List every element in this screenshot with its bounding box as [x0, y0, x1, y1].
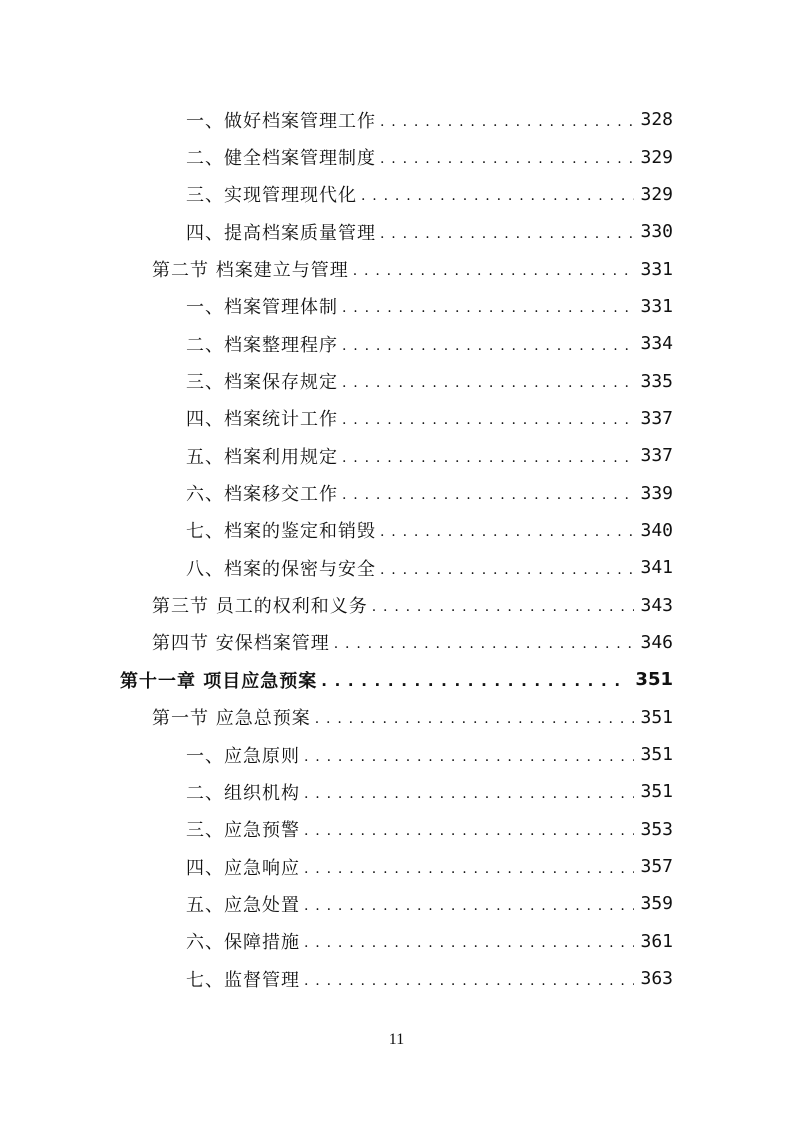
toc-dot-leader	[380, 145, 634, 169]
toc-entry-page: 331	[640, 258, 673, 280]
toc-entry-title: 四、应急响应	[186, 857, 300, 879]
toc-entry-title: 第三节 员工的权利和义务	[152, 596, 368, 618]
toc-entry-title: 六、档案移交工作	[186, 484, 338, 506]
toc-dot-leader	[380, 220, 634, 244]
toc-entry[interactable]	[0, 549, 793, 586]
toc-dot-leader	[380, 556, 634, 580]
toc-entry-page: 328	[640, 109, 673, 131]
toc-entry-title: 三、实现管理现代化	[186, 185, 357, 207]
toc-entry[interactable]	[0, 325, 793, 362]
toc-dot-leader	[342, 406, 634, 430]
toc-entry-title: 五、档案利用规定	[186, 446, 338, 468]
toc-entry-title: 七、监督管理	[186, 969, 300, 991]
toc-entry-title: 七、档案的鉴定和销毁	[186, 521, 376, 543]
toc-dot-leader	[304, 743, 634, 767]
toc-entry[interactable]	[0, 176, 793, 213]
toc-entry-page: 329	[640, 183, 673, 205]
toc-entry[interactable]	[0, 624, 793, 661]
toc-dot-leader	[304, 929, 634, 953]
toc-entry-page: 343	[640, 594, 673, 616]
toc-entry-page: 339	[640, 482, 673, 504]
toc-dot-leader	[342, 444, 634, 468]
toc-entry-title: 二、档案整理程序	[186, 334, 338, 356]
toc-entry-title: 五、应急处置	[186, 894, 300, 916]
toc-dot-leader	[342, 332, 634, 356]
toc-entry-title: 八、档案的保密与安全	[186, 558, 376, 580]
toc-entry[interactable]	[0, 362, 793, 399]
toc-entry-title: 第一节 应急总预案	[152, 708, 311, 730]
toc-entry-page: 335	[640, 370, 673, 392]
toc-dot-leader	[380, 518, 634, 542]
toc-entry[interactable]	[0, 960, 793, 997]
toc-entry-title: 三、应急预警	[186, 820, 300, 842]
toc-entry-title: 第四节 安保档案管理	[152, 633, 330, 655]
toc-dot-leader	[304, 892, 634, 916]
toc-entry-title: 第十一章 项目应急预案	[120, 670, 318, 692]
toc-entry-title: 一、档案管理体制	[186, 297, 338, 319]
toc-dot-leader	[315, 705, 635, 729]
toc-entry-page: 346	[640, 631, 673, 653]
toc-entry[interactable]	[0, 512, 793, 549]
toc-dot-leader	[334, 630, 635, 654]
toc-entry[interactable]	[0, 437, 793, 474]
toc-dot-leader	[304, 967, 634, 991]
toc-entry-title: 四、档案统计工作	[186, 409, 338, 431]
page-number: 11	[388, 1031, 405, 1048]
toc-entry-page: 337	[640, 407, 673, 429]
toc-entry-page: 351	[640, 706, 673, 728]
toc-entry-page: 331	[640, 295, 673, 317]
toc-entry[interactable]	[0, 773, 793, 810]
toc-entry-title: 六、保障措施	[186, 932, 300, 954]
toc-entry[interactable]	[0, 811, 793, 848]
toc-dot-leader	[342, 294, 634, 318]
toc-entry-title: 三、档案保存规定	[186, 372, 338, 394]
toc-entry-page: 329	[640, 146, 673, 168]
toc-dot-leader	[372, 593, 635, 617]
toc-dot-leader	[342, 481, 634, 505]
toc-entry-page: 363	[640, 968, 673, 990]
toc-entry-page: 340	[640, 519, 673, 541]
toc-entry-title: 二、组织机构	[186, 782, 300, 804]
toc-dot-leader	[321, 668, 629, 692]
toc-entry[interactable]	[0, 474, 793, 511]
toc-entry-page: 351	[635, 669, 673, 691]
toc-entry-page: 361	[640, 930, 673, 952]
toc-entry[interactable]	[0, 288, 793, 325]
toc-entry[interactable]	[0, 923, 793, 960]
toc-dot-leader	[304, 780, 634, 804]
toc-entry[interactable]	[0, 661, 793, 698]
toc-dot-leader	[353, 257, 635, 281]
toc-dot-leader	[304, 817, 634, 841]
toc-entry-page: 351	[640, 781, 673, 803]
toc-entry-page: 351	[640, 744, 673, 766]
toc-entry-page: 330	[640, 221, 673, 243]
table-of-contents	[0, 101, 793, 997]
toc-entry-page: 334	[640, 333, 673, 355]
toc-entry[interactable]	[0, 848, 793, 885]
toc-entry-page: 337	[640, 445, 673, 467]
toc-entry[interactable]	[0, 213, 793, 250]
toc-dot-leader	[380, 108, 634, 132]
toc-entry[interactable]	[0, 101, 793, 138]
toc-dot-leader	[342, 369, 634, 393]
toc-entry-title: 四、提高档案质量管理	[186, 222, 376, 244]
toc-entry[interactable]	[0, 250, 793, 287]
toc-entry-page: 341	[640, 557, 673, 579]
toc-entry[interactable]	[0, 699, 793, 736]
toc-entry-title: 二、健全档案管理制度	[186, 148, 376, 170]
toc-entry[interactable]	[0, 586, 793, 623]
toc-entry[interactable]	[0, 885, 793, 922]
toc-entry-title: 一、做好档案管理工作	[186, 110, 376, 132]
toc-entry-page: 353	[640, 818, 673, 840]
toc-entry-page: 359	[640, 893, 673, 915]
toc-dot-leader	[361, 182, 634, 206]
toc-entry-title: 一、应急原则	[186, 745, 300, 767]
toc-dot-leader	[304, 855, 634, 879]
toc-entry[interactable]	[0, 736, 793, 773]
toc-entry[interactable]	[0, 400, 793, 437]
toc-entry[interactable]	[0, 138, 793, 175]
toc-entry-title: 第二节 档案建立与管理	[152, 260, 349, 282]
toc-entry-page: 357	[640, 856, 673, 878]
